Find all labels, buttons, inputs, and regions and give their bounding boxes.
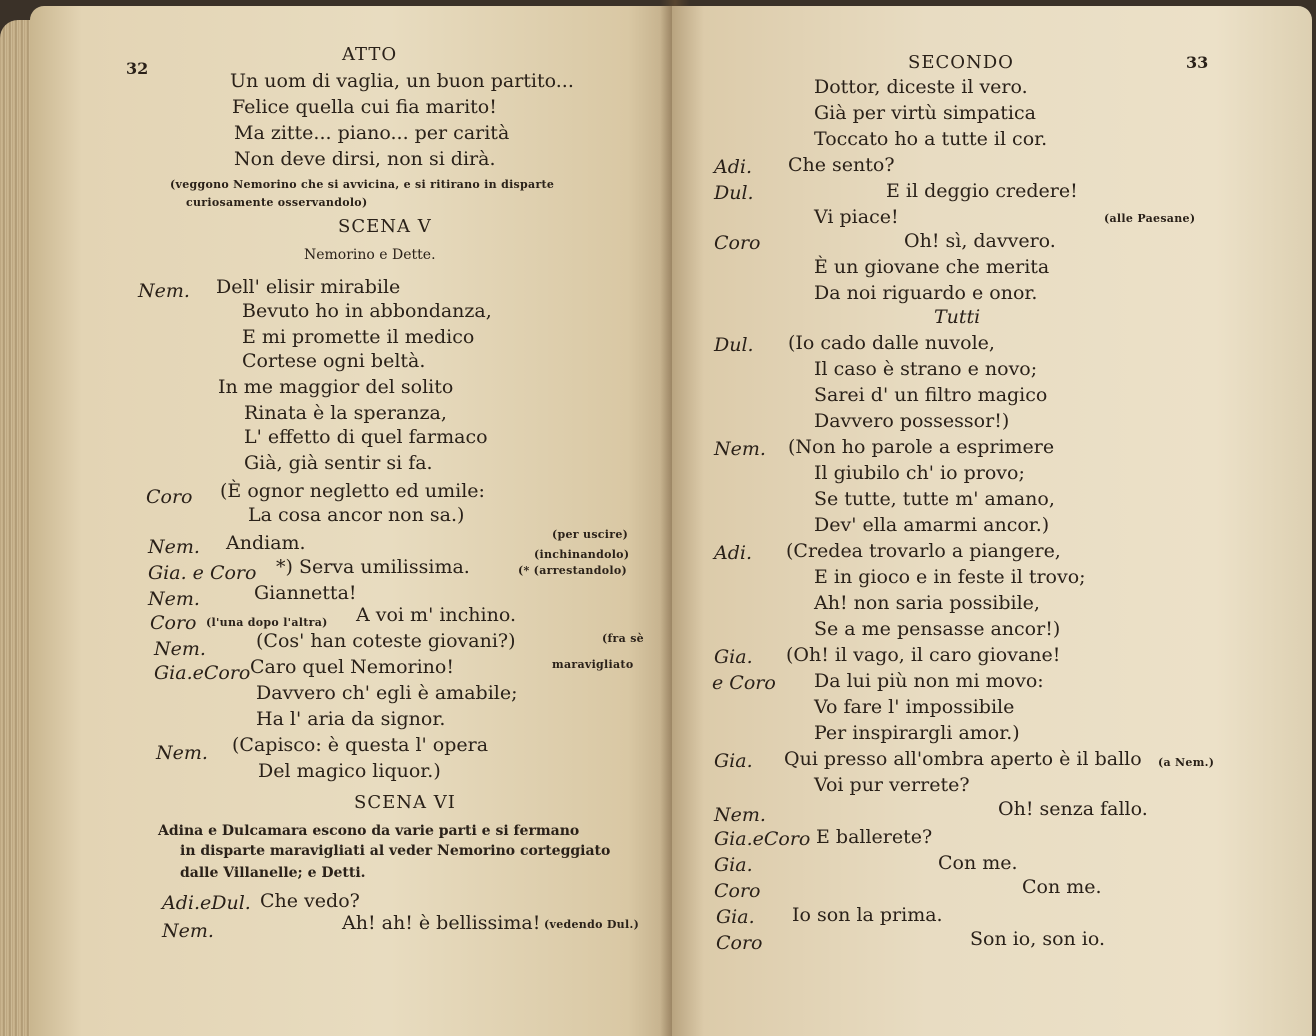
verse-line: Dottor, diceste il vero. xyxy=(814,76,1028,98)
speaker: Gia. xyxy=(716,906,755,928)
verse-line: Già per virtù simpatica xyxy=(814,102,1036,124)
verse-line: Che vedo? xyxy=(260,890,360,912)
verse-line: (Credea trovarlo a piangere, xyxy=(786,540,1061,562)
speaker: Dul. xyxy=(714,182,754,204)
verse-line: Cortese ogni beltà. xyxy=(242,350,426,372)
speaker: Gia. e Coro xyxy=(148,562,257,584)
speaker: Nem. xyxy=(162,920,214,942)
verse-line: (È ognor negletto ed umile: xyxy=(220,480,485,502)
verse-line: Vi piace! xyxy=(814,206,899,228)
verse-line: Ah! ah! è bellissima! xyxy=(342,912,541,934)
verse-line: (Non ho parole a esprimere xyxy=(788,436,1055,458)
stage-direction: (veggono Nemorino che si avvicina, e si ritirano in disparte xyxy=(170,178,555,191)
scene-cast: Nemorino e Dette. xyxy=(304,247,436,263)
stage-direction: (alle Paesane) xyxy=(1104,212,1196,225)
left-page xyxy=(30,6,680,1036)
stage-direction: Adina e Dulcamara escono da varie parti e si fermano xyxy=(158,823,580,839)
scene-heading: SCENA V xyxy=(338,216,432,237)
stage-direction: maravigliato xyxy=(552,658,634,671)
verse-line: Voi pur verrete? xyxy=(814,774,970,796)
verse-line: Del magico liquor.) xyxy=(258,760,441,782)
speaker: Nem. xyxy=(138,280,190,302)
verse-line: Rinata è la speranza, xyxy=(244,402,447,424)
stage-direction: (vedendo Dul.) xyxy=(544,918,640,931)
verse-line: Se tutte, tutte m' amano, xyxy=(814,488,1055,510)
verse-line: È un giovane che merita xyxy=(814,256,1050,278)
speaker: e Coro xyxy=(712,672,776,694)
verse-line: Io son la prima. xyxy=(792,904,943,926)
verse-line: Oh! sì, davvero. xyxy=(904,230,1056,252)
speaker: Adi. xyxy=(714,542,752,564)
verse-line: (Io cado dalle nuvole, xyxy=(788,332,995,354)
speaker: Coro xyxy=(146,486,193,508)
speaker: Nem. xyxy=(154,638,206,660)
stage-direction: (fra sè xyxy=(602,632,644,645)
verse-line: Che sento? xyxy=(788,154,895,176)
verse-line: Da noi riguardo e onor. xyxy=(814,282,1038,304)
verse-line: A voi m' inchino. xyxy=(356,604,516,626)
verse-line: Ah! non saria possibile, xyxy=(814,592,1040,614)
verse-line: Davvero possessor!) xyxy=(814,410,1010,432)
verse-line: Già, già sentir si fa. xyxy=(244,452,433,474)
verse-line: Felice quella cui fia marito! xyxy=(232,96,497,118)
verse-line: Se a me pensasse ancor!) xyxy=(814,618,1061,640)
verse-line: Bevuto ho in abbondanza, xyxy=(242,300,492,322)
verse-line: Andiam. xyxy=(226,532,306,554)
verse-line: Il caso è strano e novo; xyxy=(814,358,1038,380)
speaker: Coro xyxy=(716,932,763,954)
running-head: ATTO xyxy=(342,44,398,65)
stage-direction: (l'una dopo l'altra) xyxy=(206,616,328,629)
stage-direction: (* (arrestandolo) xyxy=(518,564,627,577)
speaker: Adi.eDul. xyxy=(162,892,251,914)
verse-line: Non deve dirsi, non si dirà. xyxy=(234,148,496,170)
verse-line: E mi promette il medico xyxy=(242,326,475,348)
verse-line: Son io, son io. xyxy=(970,928,1106,950)
page-number: 32 xyxy=(126,59,149,78)
verse-line: E in gioco e in feste il trovo; xyxy=(814,566,1086,588)
verse-line: Dell' elisir mirabile xyxy=(216,276,401,298)
scene-heading: SCENA VI xyxy=(354,792,456,813)
verse-line: E ballerete? xyxy=(816,826,933,848)
speaker: Gia.eCoro xyxy=(714,828,811,850)
speaker: Dul. xyxy=(714,334,754,356)
speaker: Nem. xyxy=(156,742,208,764)
verse-line: E il deggio credere! xyxy=(886,180,1078,202)
running-head: SECONDO xyxy=(908,52,1014,73)
verse-line: Il giubilo ch' io provo; xyxy=(814,462,1025,484)
verse-line: Ma zitte... piano... per carità xyxy=(234,122,510,144)
verse-line: (Cos' han coteste giovani?) xyxy=(256,630,516,652)
verse-line: Per inspirargli amor.) xyxy=(814,722,1020,744)
section-label: Tutti xyxy=(934,306,981,328)
verse-line: Ha l' aria da signor. xyxy=(256,708,446,730)
verse-line: L' effetto di quel farmaco xyxy=(244,426,488,448)
speaker: Adi. xyxy=(714,156,752,178)
speaker: Gia.eCoro xyxy=(154,662,251,684)
speaker: Gia. xyxy=(714,854,753,876)
verse-line: Giannetta! xyxy=(254,582,357,604)
verse-line: Qui presso all'ombra aperto è il ballo xyxy=(784,748,1142,770)
verse-line: (Capisco: è questa l' opera xyxy=(232,734,489,756)
speaker: Nem. xyxy=(714,438,766,460)
stage-direction: curiosamente osservandolo) xyxy=(186,196,368,209)
speaker: Coro xyxy=(714,232,761,254)
verse-line: Davvero ch' egli è amabile; xyxy=(256,682,518,704)
speaker: Gia. xyxy=(714,750,753,772)
verse-line: Vo fare l' impossibile xyxy=(814,696,1015,718)
stage-direction: (inchinandolo) xyxy=(534,548,630,561)
speaker: Coro xyxy=(714,880,761,902)
verse-line: Toccato ho a tutte il cor. xyxy=(814,128,1048,150)
speaker: Nem. xyxy=(148,536,200,558)
verse-line: Caro quel Nemorino! xyxy=(250,656,454,678)
verse-line: Con me. xyxy=(938,852,1018,874)
verse-line: (Oh! il vago, il caro giovane! xyxy=(786,644,1061,666)
page-number: 33 xyxy=(1186,53,1209,72)
verse-line: Sarei d' un filtro magico xyxy=(814,384,1048,406)
stage-direction: dalle Villanelle; e Detti. xyxy=(180,865,366,881)
verse-line: Da lui più non mi movo: xyxy=(814,670,1044,692)
verse-line: Con me. xyxy=(1022,876,1102,898)
stage-direction: in disparte maravigliati al veder Nemorino corteggiato xyxy=(180,843,611,859)
stage-direction: (per uscire) xyxy=(552,528,629,541)
speaker: Nem. xyxy=(714,804,766,826)
verse-line: In me maggior del solito xyxy=(218,376,454,398)
stage-direction: (a Nem.) xyxy=(1158,756,1215,769)
verse-line: Dev' ella amarmi ancor.) xyxy=(814,514,1050,536)
right-page xyxy=(672,6,1312,1036)
verse-line: Un uom di vaglia, un buon partito... xyxy=(230,70,574,92)
speaker: Nem. xyxy=(148,588,200,610)
verse-line: Oh! senza fallo. xyxy=(998,798,1148,820)
speaker: Coro xyxy=(150,612,197,634)
verse-line: *) Serva umilissima. xyxy=(276,556,470,578)
verse-line: La cosa ancor non sa.) xyxy=(248,504,465,526)
speaker: Gia. xyxy=(714,646,753,668)
